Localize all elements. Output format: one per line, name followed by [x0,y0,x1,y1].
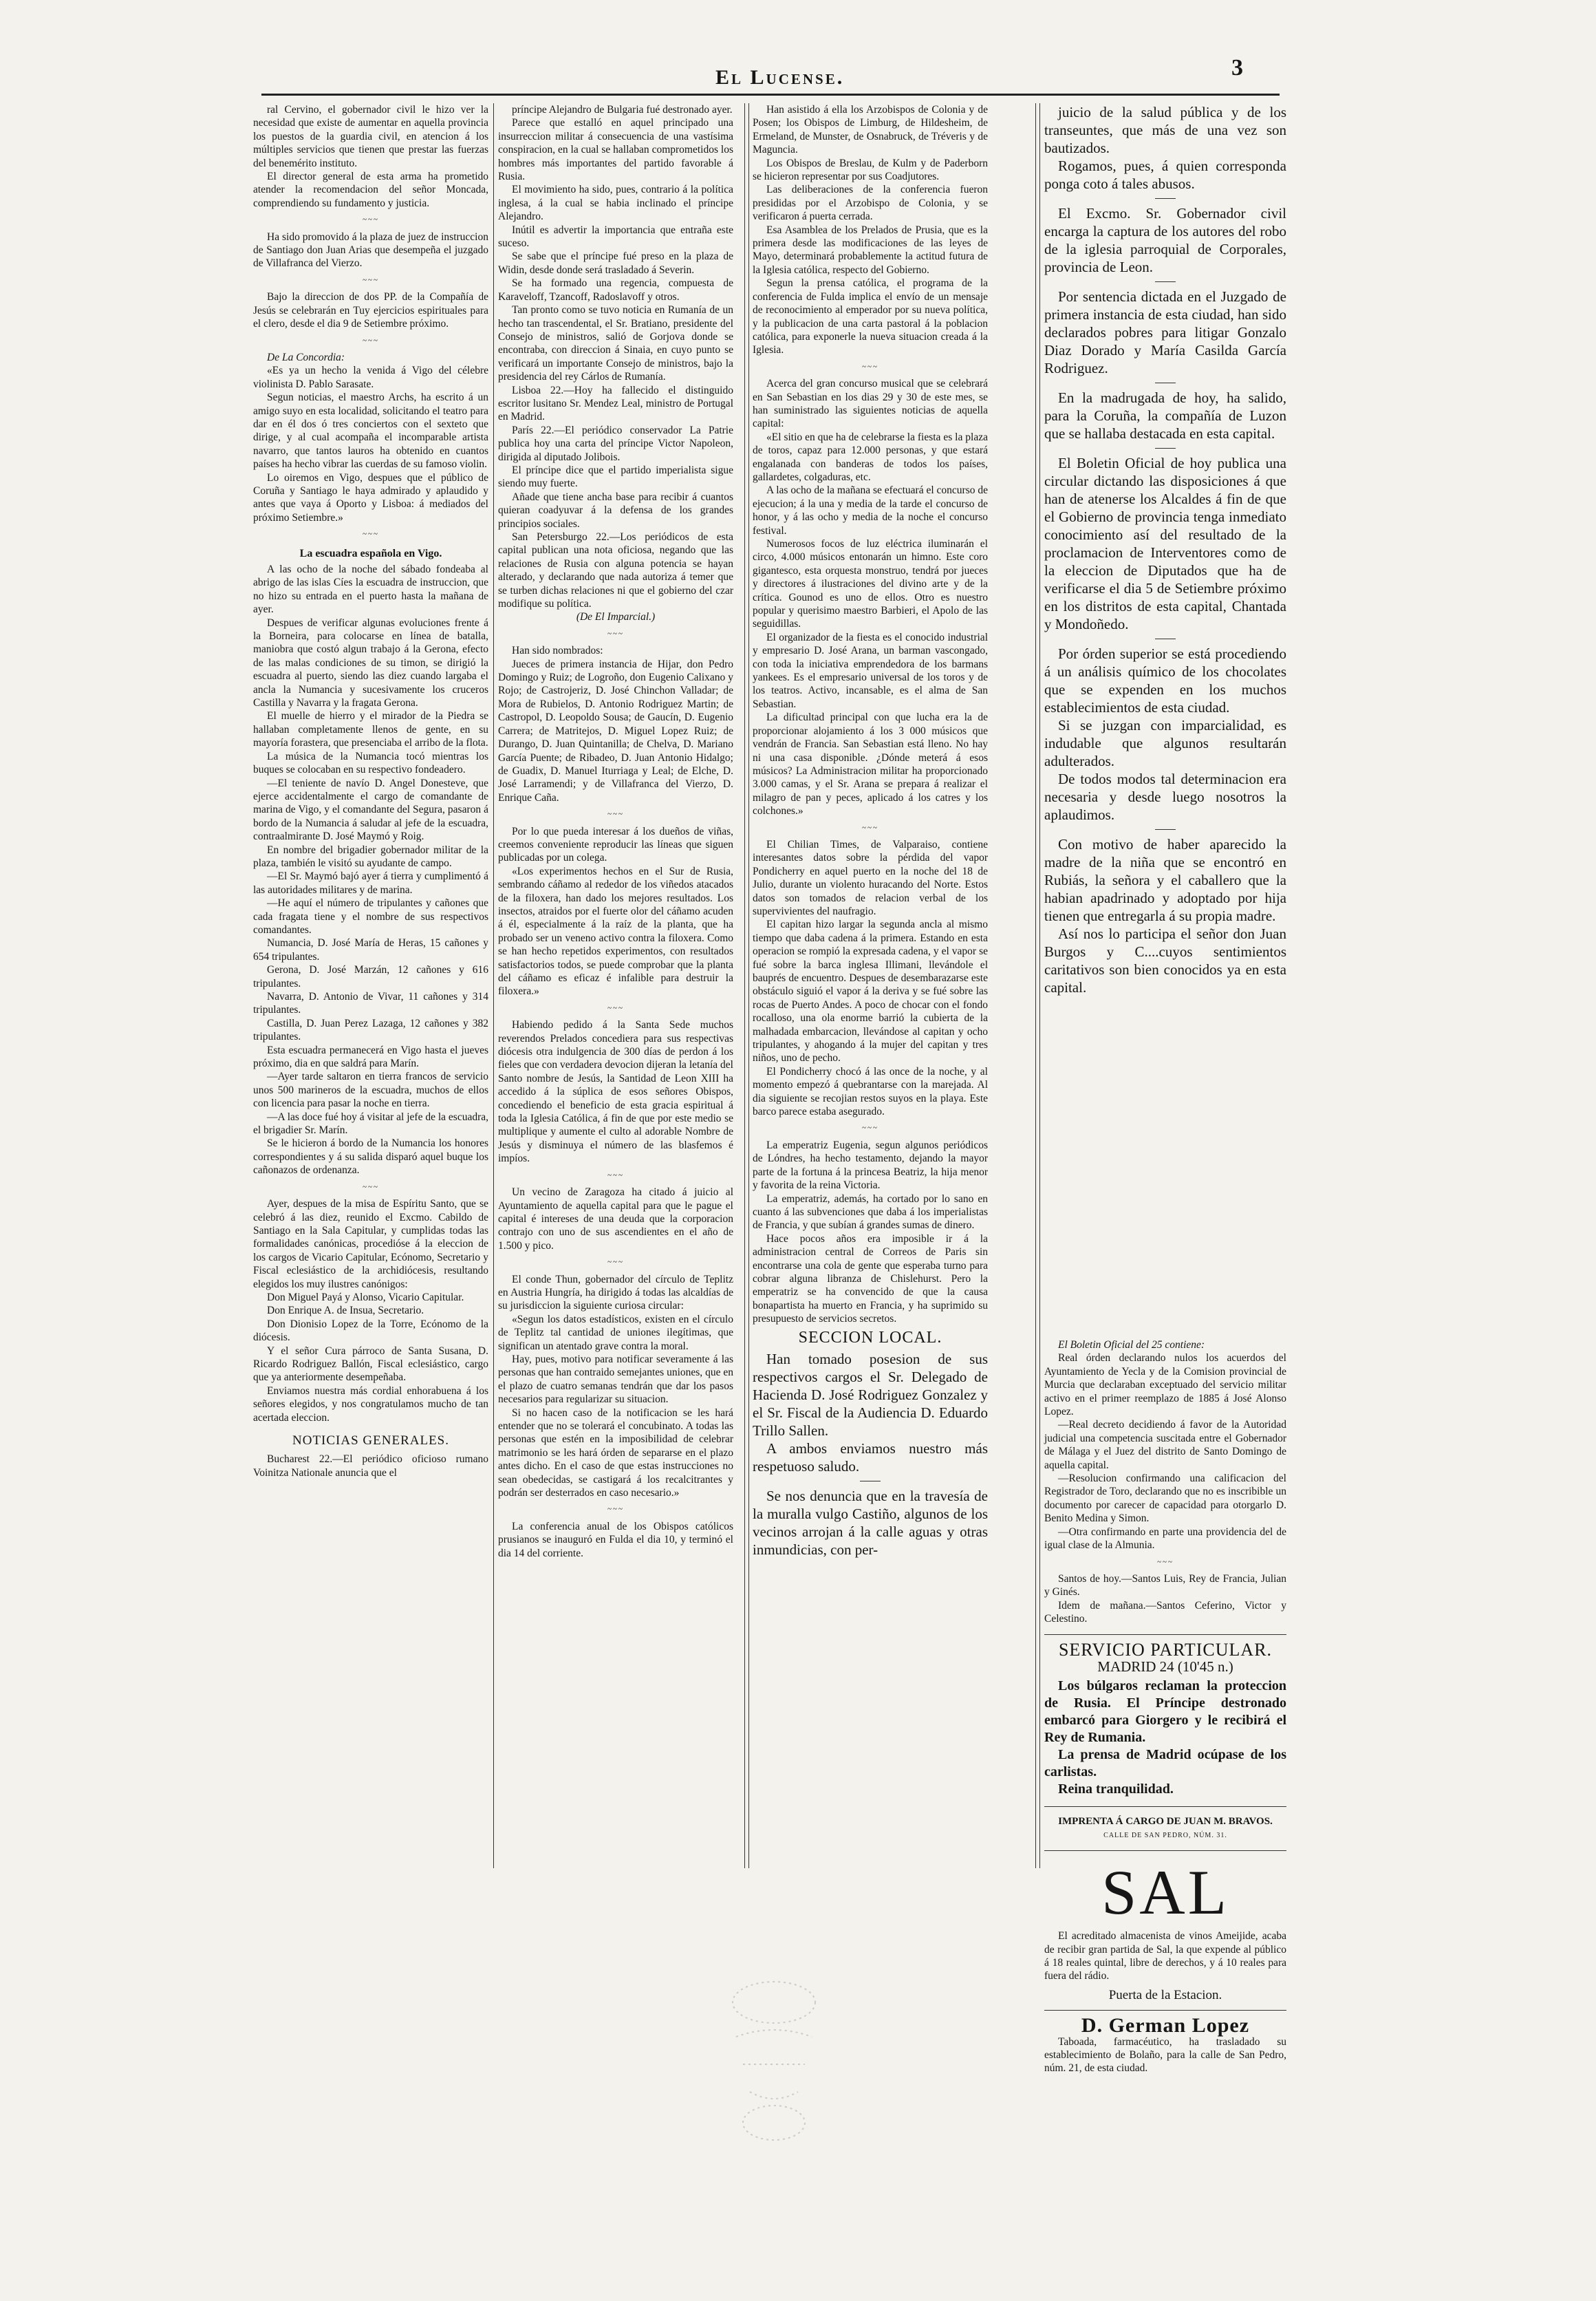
column-4-lower [1044,1338,1286,2075]
paragraph: Don Dionisio Lopez de la Torre, Ecónomo de la diócesis. [253,1318,488,1344]
paragraph: Jueces de primera instancia de Hijar, don Pedro Domingo y Ruiz; de Logroño, don Eugenio Calixano y Rojo; de Castrojeriz, D. José Chinchon Valladar; de Mora de Rubielos, D. Antonio Rodriguez Martin; de Castropol, D. Leopoldo Sousa; de Gaucín, D. Eugenio Carrera; de Matritejos, D. Miguel Lopez Ruiz; de Durango, D. Juan Quintanilla; de Chelva, D. Mariano García Puente; de Ribadeo, D. Juan Antonio Hidalgo; de Guadix, D. Manuel Iturriaga y Leal; de Elche, D. José Larramendi; y de Villafranca del Vierzo, D. Enrique Caña. [498,658,733,804]
short-rule [1155,448,1176,449]
paragraph: Acerca del gran concurso musical que se celebrará en San Sebastian en los dias 29 y 30 de este mes, se han suministrado las siguientes noticias de aquella capital: [753,378,988,430]
paragraph: Si no hacen caso de la notificacion se les hará entender que no se tolerará el concubinato. A todas las personas que estén en la imposibilidad de celebrar matrimonio se les hará órden de separarse en el plazo antes dicho. En el caso de que estas instrucciones no sean obedecidas, se castigará á los recalcitrantes y podrán ser desterrados en caso necesario.» [498,1406,733,1499]
paragraph: príncipe Alejandro de Bulgaria fué destronado ayer. [512,104,733,116]
paragraph: Despues de verificar algunas evoluciones frente á la Borneira, para colocarse en línea de batalla, maniobra que costó algun trabajo á la Gerona, efecto de las malas condiciones de su timon, se dirigió la escuadra al puerto, siendo las diez cuando largaba el ancla la Numancia y sucesivamente los cruceros Castilla y Navarra y la fragata Gerona. [253,617,488,709]
divider [1044,1634,1286,1635]
paragraph: Se nos denuncia que en la travesía de la muralla vulgo Castiño, algunos de los vecinos arrojan á la calle aguas y otras inmundicias, con per- [753,1487,988,1558]
paragraph: Navarra, D. Antonio de Vivar, 11 cañones y 314 tripulantes. [253,991,488,1016]
paragraph: Don Miguel Payá y Alonso, Vicario Capitular. [267,1291,464,1303]
header-rule [261,94,1280,96]
paragraph: Los Obispos de Breslau, de Kulm y de Paderborn se hicieron representar por sus Coadjutores. [753,157,988,183]
paragraph: Real órden declarando nulos los acuerdos del Ayuntamiento de Yecla y de la Comision provincial de Murcia que declaraban exceptuado del servicio militar activo en el primer reemplazo de 1885 á José Alonso Lopez. [1044,1352,1286,1418]
paragraph: Las deliberaciones de la conferencia fueron presididas por el Arzobispo de Colonia, y se verificaron á puerta cerrada. [753,184,988,223]
german-lopez-title: D. German Lopez [1081,2014,1250,2037]
local-section-body [753,1350,988,1559]
separator-ornament: ~~~ [607,1258,624,1267]
separator-ornament: ~~~ [607,1003,624,1012]
paragraph: Por órden superior se está procediendo á un análisis químico de los chocolates que se expenden en los muchos establecimientos de esta ciudad. [1044,645,1286,716]
paragraph: Hace pocos años era imposible ir á la administracion central de Correos de Paris sin encontrarse una cola de gente que esperaba turno para cobrar alguna libranza de Chislehurst. Pero la emperatriz se ha convencido de que la causa bonapartista ha muerto en Francia, y ha suprimido su presupuesto de servicios secretos. [753,1232,988,1325]
paragraph: El príncipe dice que el partido imperialista sigue siendo muy fuerte. [498,464,733,490]
paragraph: Bucharest 22.—El periódico oficioso rumano Voinitza Nationale anuncia que el [253,1453,488,1479]
paragraph: El organizador de la fiesta es el conocido industrial y empresario D. José Arana, un barman vascongado, con toda la iniciativa emprendedora de los barmans yankees. Es el empresario universal de los toros y de los teatros. Activo, incansable, es el alma de San Sebastian. [753,631,988,710]
paragraph: Numancia, D. José María de Heras, 15 cañones y 654 tripulantes. [253,937,488,963]
german-lopez-text: Taboada, farmacéutico, ha trasladado su establecimiento de Bolaño, para la calle de San Pedro, núm. 21, de esta ciudad. [1044,2035,1286,2075]
paragraph: Inútil es advertir la importancia que entraña este suceso. [498,224,733,250]
paragraph: De todos modos tal determinacion era necesaria y desde luego nosotros la aplaudimos. [1044,771,1286,823]
separator-ornament: ~~~ [363,530,379,539]
paragraph: Gerona, D. José Marzán, 12 cañones y 616 tripulantes. [253,964,488,989]
heading-servicio-particular: SERVICIO PARTICULAR. [1058,1639,1273,1660]
paragraph: —El Sr. Maymó bajó ayer á tierra y cumplimentó á las autoridades militares y de marina. [253,870,488,896]
paragraph: —El teniente de navío D. Angel Donesteve, que ejerce accidentalmente el cargo de comandante de marina de Vigo, y el comandante del Segura, pasaron á bordo de la Numancia á saludar al jefe de la escuadra, contraalmirante D. José Maymó y Roig. [253,777,488,843]
imprint-address: CALLE DE SAN PEDRO, NÚM. 31. [1103,1831,1227,1839]
paragraph: El Excmo. Sr. Gobernador civil encarga la captura de los autores del robo de la iglesia parroquial de Corporales, provincia de Leon. [1044,205,1286,275]
paragraph: El Boletin Oficial de hoy publica una circular dictando las disposiciones á que han de atenerse los Alcaldes á fin de que el Gobierno de provincia tenga inmediato conocimiento así del resultado de la proclamacion de Interventores como de la eleccion de Diputados que ha de verificarse el dia 5 de Setiembre próximo en los distritos de esta capital, Chantada y Mondoñedo. [1044,455,1286,632]
masthead: El Lucense. [715,66,845,89]
paragraph: Han asistido á ella los Arzobispos de Colonia y de Posen; los Obispos de Limburg, de Hildesheim, de Ermeland, de Munster, de Osnabruck, de Tréveris y de Maguncia. [753,104,988,156]
paragraph: Numerosos focos de luz eléctrica iluminarán el circo, 4.000 músicos entonarán un himno. Este coro gigantesco, esta orquesta monstruo, tendrá por jueces y directores á ilustraciones del divino arte y de la crítica. Gounod es uno de ellos. Otro es nuestro popular y querisimo maestro Barbieri, el Apolo de las seguidillas. [753,538,988,630]
telegram-text: Reina tranquilidad. [1058,1781,1174,1797]
paragraph: Un vecino de Zaragoza ha citado á juicio al Ayuntamiento de aquella capital para que le pague el capital é intereses de una deuda que la corporacion contrajo con uno de sus ascendientes en el año de 1.500 y pico. [498,1186,733,1252]
separator-ornament: ~~~ [862,823,878,832]
paragraph: El director general de esta arma ha prometido atender la recomendacion del señor Moncada, comprendiendo su fundamento y justicia. [253,171,488,209]
paragraph: —Otra confirmando en parte una providencia del de igual clase de la Almunia. [1044,1526,1286,1552]
sal-advertisement-text: El acreditado almacenista de vinos Ameijide, acaba de recibir gran partida de Sal, la que expende al público á 18 reales quintal, libre de derechos, y á 10 reales para fuera del rádio. [1044,1930,1286,1982]
paragraph: La conferencia anual de los Obispos católicos prusianos se inauguró en Fulda el dia 10, y terminó el dia 14 del corriente. [498,1520,733,1559]
paragraph: En nombre del brigadier gobernador militar de la plaza, también le visitó su ayudante de campo. [253,844,488,869]
paragraph: Tan pronto como se tuvo noticia en Rumanía de un hecho tan trascendental, el Sr. Bratiano, presidente del Consejo de ministros, salió de Gorjova donde se encontraba, con direccion á Sinaia, en cuyo punto se verificará un importante Consejo de ministros, bajo la presidencia del rey Cárlos de Rumanía. [498,304,733,383]
paragraph: A las ocho de la noche del sábado fondeaba al abrigo de las islas Cíes la escuadra de instruccion, que no hizo su entrada en el puerto hasta la mañana de ayer. [253,564,488,616]
faint-stamp-mark [715,1968,832,2147]
heading-escuadra: La escuadra española en Vigo. [299,547,442,559]
paragraph: El muelle de hierro y el mirador de la Piedra se hallaban completamente llenos de gente, en su mayoría forastera, que presenciaba el arribo de la flota. [253,710,488,749]
paragraph: Por sentencia dictada en el Juzgado de primera instancia de esta ciudad, han sido declarados pobres para litigar Gonzalo Diaz Dorado y María Casilda García Rodriguez. [1044,288,1286,376]
paragraph: El capitan hizo largar la segunda ancla al mismo tiempo que daba cadena á la primera. Estando en esta operacion se rompió la expresada cadena, y el vapor se fué sobre la barca inglesa Illimani, llevándole el bauprés de encuentro. Despues de desembarazarse este obstáculo siguió el vapor á la deriva y se fué sobre las rocas de Puerto Andes. A poco de chocar con el fondo rocalloso, una ola enorme barrió la cubierta de la malhadada embarcacion, llevándose al capitan y ocho tripulantes, y ahogando á la mujer del capitan y tres niños, uno de pecho. [753,919,988,1064]
separator-ornament: ~~~ [1157,1557,1174,1566]
separator-ornament: ~~~ [363,275,379,284]
paragraph: —Real decreto decidiendo á favor de la Autoridad judicial una competencia suscitada entre el Gobernador de Málaga y el Juez del distrito de Santo Domingo de aquella capital. [1044,1419,1286,1471]
paragraph: Enviamos nuestra más cordial enhorabuena á los señores elegidos, y nos congratulamos mucho de tan acertada eleccion. [253,1384,488,1424]
sal-advertisement-title: SAL [1101,1857,1229,1928]
column-divider [1035,103,1040,1868]
source-line: De La Concordia: [267,351,345,363]
paragraph: Segun noticias, el maestro Archs, ha escrito á un amigo suyo en esta localidad, solicitando el teatro para dar en él dos ó tres conciertos con el sexteto que dirige, y al cual acompaña el incomparable artista navarro, que tantos lauros ha obtenido en cuantos países ha hecho vibrar las cuerdas de su famoso violin. [253,392,488,471]
divider [1044,1850,1286,1851]
paragraph: La dificultad principal con que lucha era la de proporcionar alojamiento á los 3 000 músicos que vendrán de Francia. San Sebastian está lleno. No hay ni una casa disponible. ¿Dónde meterá á esos músicos? La Administracion militar ha proporcionado 3.000 camas, y el Sr. Arana se prepara á realizar el milagro de pan y peces, aplicado á los catres y los colchones.» [753,711,988,817]
paragraph: En la madrugada de hoy, ha salido, para la Coruña, la compañía de Luzon que se hallaba destacada en esta capital. [1044,389,1286,442]
paragraph: La emperatriz Eugenia, segun algunos periódicos de Lóndres, ha hecho testamento, dejando la mayor parte de la fortuna á la princesa Beatriz, la hija menor y favorita de la reina Victoria. [753,1139,988,1192]
paragraph: —A las doce fué hoy á visitar al jefe de la escuadra, el brigadier Sr. Marín. [253,1111,488,1137]
paragraph: Han tomado posesion de sus respectivos cargos el Sr. Delegado de Hacienda D. José Rodriguez Gonzalez y el Sr. Fiscal de la Audiencia D. Eduardo Trillo Sallen. [753,1350,988,1439]
paragraph: San Petersburgo 22.—Los periódicos de esta capital publican una nota oficiosa, negando que las relaciones de Rusia con alguna potencia se hayan alterado, y declarando que nada autoriza á temer que se turben dichas relaciones ni que el gobierno del czar modifique su política. [498,531,733,610]
paragraph: Ayer, despues de la misa de Espíritu Santo, que se celebró á las diez, reunido el Excmo. Cabildo de Santiago en la Sala Capitular, y cumplidas todas las formalidades canónicas, procedióse á la eleccion de los cargos de Vicario Capitular, Ecónomo, Secretario y Fiscal eclesiástico de la archidiócesis, resultando elegidos los muy ilustres canónigos: [253,1198,488,1290]
divider [1044,1806,1286,1807]
paragraph: Se le hicieron á bordo de la Numancia los honores correspondientes y á su salida disparó aquel buque los cañonazos de ordenanza. [253,1137,488,1177]
paragraph: A ambos enviamos nuestro más respetuoso saludo. [753,1440,988,1475]
column-2 [498,103,733,1872]
paragraph: Así nos lo participa el señor don Juan Burgos y C....cuyos sentimientos caritativos son bien conocidos ya en esta capital. [1044,925,1286,996]
column-1 [253,103,488,1872]
paragraph: —Resolucion confirmando una calificacion del Registrador de Toro, declarando que no es inscribible un documento por carecer de capacidad para otorgarlo D. Benito Medina y Simon. [1044,1473,1286,1525]
paragraph: Castilla, D. Juan Perez Lazaga, 12 cañones y 382 tripulantes. [253,1017,488,1043]
paragraph: El movimiento ha sido, pues, contrario á la política inglesa, á la cual se habia inclinado el príncipe Alejandro. [498,184,733,223]
paragraph: Han sido nombrados: [512,645,603,657]
paragraph: «Segun los datos estadísticos, existen en el círculo de Teplitz tal cantidad de uniones ilegítimas, que significan un atentado grave contra la moral. [498,1313,733,1352]
paragraph: El conde Thun, gobernador del círculo de Teplitz en Austria Hungría, ha dirigido á todas las alcaldías de su jurisdiccion la siguiente curiosa circular: [498,1273,733,1312]
paragraph: Lisboa 22.—Hoy ha fallecido el distinguido escritor lusitano Sr. Mendez Leal, ministro de Portugal en Madrid. [498,384,733,423]
paragraph: Don Enrique A. de Insua, Secretario. [267,1305,424,1317]
column-divider [493,103,494,1868]
paragraph: Lo oiremos en Vigo, despues que el público de Coruña y Santiago le haya admirado y aplaudido y antes que vaya á Oporto y Lisboa: á mediados del próximo Setiembre.» [253,471,488,524]
paragraph: Habiendo pedido á la Santa Sede muchos reverendos Prelados concediera para sus respectivas diócesis otra indulgencia de 300 días de perdon á los fieles que con verdadera devocion dijeran la letanía del Santo nombre de Jesús, la Santidad de Leon XIII ha accedido á la súplica de esos señores Obispos, concediendo el beneficio de esta gracia espiritual á toda la Iglesia Católica, á fin de que por este medio se multiplique y aumente el culto al adorable Nombre de Jesús y disminuya el número de las blasfemos é impíos. [498,1019,733,1165]
separator-ornament: ~~~ [862,362,878,371]
paragraph: «Los experimentos hechos en el Sur de Rusia, sembrando cáñamo al rededor de los viñedos atacados de la filoxera, han dado los mejores resultados. Los insectos, atraidos por el fuerte olor del cáñamo acuden á él, especialmente á la raíz de la planta, que ha probado ser un veneno activo contra la filoxera. Como se han hecho repetidos experimentos, con resultados satisfactorios todos, se puede comprobar que la planta del cáñamo es eficaz é infalible para destruir la filoxera.» [498,865,733,998]
paragraph: Hay, pues, motivo para notificar severamente á las personas que han contraido semejantes uniones, que en el plazo de cuatro semanas tendrán que dar los pasos necesarios para regularizar su situacion. [498,1353,733,1406]
separator-ornament: ~~~ [607,1170,624,1179]
heading-noticias-generales: NOTICIAS GENERALES. [292,1433,449,1448]
telegram-body [1044,1678,1286,1798]
paragraph: Parece que estalló en aquel principado una insurreccion militar á consecuencia de una vastísima conspiracion, en la cual se hallaban comprometidos los hombres más importantes del partido favorable á Rusia. [498,117,733,183]
santos-de-manana: Idem de mañana.—Santos Ceferino, Victor y Celestino. [1044,1599,1286,1625]
paragraph: Se ha formado una regencia, compuesta de Karaveloff, Tzancoff, Radoslavoff y otros. [498,277,733,303]
separator-ornament: ~~~ [363,215,379,224]
paragraph: Añade que tiene ancha base para recibir á cuantos quieran coadyuvar á la defensa de los grandes principios sociales. [498,491,733,530]
source-line: (De El Imparcial.) [576,611,656,623]
paragraph: El Pondicherry chocó á las once de la noche, y al momento empezó á quebrantarse con la marejada. Al dia siguiente se recojian restos suyos en la playa. Este barco parece estaba asegurado. [753,1065,988,1118]
column-4 [1044,103,1286,1335]
paragraph: Esta escuadra permanecerá en Vigo hasta el jueves próximo, dia en que saldrá para Marín. [253,1044,488,1070]
paragraph: A las ocho de la mañana se efectuará el concurso de ejecucion; á la una y media de la tarde el concurso de honor, y á las ocho y media de la noche el concurso festival. [753,484,988,537]
separator-ornament: ~~~ [862,1124,878,1133]
separator-ornament: ~~~ [363,336,379,345]
paragraph: —Ayer tarde saltaron en tierra francos de servicio unos 500 marineros de la escuadra, muchos de ellos con licencia para pasar la noche en tierra. [253,1071,488,1110]
telegram-text: La prensa de Madrid ocúpase de los carlistas. [1044,1747,1286,1780]
column-3 [753,103,988,1872]
paragraph: —He aquí el número de tripulantes y cañones que cada fragata tiene y el nombre de sus respectivos comandantes. [253,897,488,936]
paragraph: «El sitio en que ha de celebrarse la fiesta es la plaza de toros, capaz para 12.000 personas, y que estará engalanada con banderas de todos los países, gallardetes, colgaduras, etc. [753,431,988,483]
paragraph: Bajo la direccion de dos PP. de la Compañía de Jesús se celebrarán en Tuy ejercicios espirituales para el clero, desde el dia 9 de Setiembre próximo. [253,291,488,330]
paragraph: Y el señor Cura párroco de Santa Susana, D. Ricardo Rodriguez Ballón, Fiscal eclesiástico, cargo que ya anteriormente desempeñaba. [253,1345,488,1384]
paragraph: La música de la Numancia tocó mientras los buques se colocaban en su respectivo fondeadero. [253,750,488,776]
telegram-dateline: MADRID 24 (10'45 n.) [1097,1658,1233,1675]
separator-ornament: ~~~ [607,629,624,638]
short-rule [1155,198,1176,199]
sal-location: Puerta de la Estacion. [1108,1987,1222,2002]
separator-ornament: ~~~ [607,1505,624,1514]
short-rule [1155,829,1176,830]
divider [1044,2010,1286,2011]
column-divider [744,103,749,1868]
paragraph: Segun la prensa católica, el programa de la conferencia de Fulda implica el envío de un mensaje de reconocimiento al emperador por su nueva política, y la publicacion de una carta pastoral á la poblacion católica, para exponerle la nueva situacion creada á la Iglesia. [753,277,988,356]
santos-de-hoy: Santos de hoy.—Santos Luis, Rey de Francia, Julian y Ginés. [1044,1572,1286,1598]
paragraph: Se sabe que el príncipe fué preso en la plaza de Widin, desde donde será trasladado á Severin. [498,250,733,276]
separator-ornament: ~~~ [363,1182,379,1191]
short-rule [1155,281,1176,282]
paragraph: ral Cervino, el gobernador civil le hizo ver la necesidad que existe de aumentar en aquella provincia los puestos de la guardia civil, en atencion á los múltiples servicios que tienen que prestar las fuerzas del benemérito instituto. [253,104,488,169]
separator-ornament: ~~~ [607,810,624,819]
paragraph: París 22.—El periódico conservador La Patrie publica hoy una carta del príncipe Victor Napoleon, dirigida al diputado Jolibois. [498,424,733,463]
paragraph: Por lo que pueda interesar á los dueños de viñas, creemos conveniente reproducir las líneas que siguen publicadas por un colega. [498,825,733,864]
paragraph: El Boletin Oficial del 25 contiene: [1058,1339,1205,1351]
page-number: 3 [1231,55,1243,81]
telegram-text: Los búlgaros reclaman la proteccion de Rusia. El Príncipe destronado embarcó para Giorgero y le recibirá el Rey de Rumania. [1044,1678,1286,1746]
paragraph: El Chilian Times, de Valparaiso, contiene interesantes datos sobre la pérdida del vapor Pondicherry en aquel puerto en la noche del 18 de Julio, durante un violento huracando del Norte. Estos datos son tomados de relacion verbal de los supervivientes del naufragio. [753,838,988,917]
paragraph: Rogamos, pues, á quien corresponda ponga coto á tales abusos. [1044,158,1286,192]
paragraph: Ha sido promovido á la plaza de juez de instruccion de Santiago don Juan Arias que desempeña el juzgado de Villafranca del Vierzo. [253,231,488,270]
paragraph: La emperatriz, además, ha cortado por lo sano en cuanto á las subvenciones que daba á los imperialistas de Francia, y que subían á grandes sumas de dinero. [753,1192,988,1232]
paragraph: juicio de la salud pública y de los transeuntes, que más de una vez son bautizados. [1044,104,1286,156]
paragraph: «Es ya un hecho la venida á Vigo del célebre violinista D. Pablo Sarasate. [253,365,488,390]
paragraph: Si se juzgan con imparcialidad, es indudable que algunos resultarán adulterados. [1044,717,1286,769]
paragraph: Con motivo de haber aparecido la madre de la niña que se encontró en Rubiás, la señora y el caballero que la habian apadrinado y adoptado por hija tienen que entregarla á su propia madre. [1044,836,1286,924]
heading-seccion-local: SECCION LOCAL. [798,1328,942,1347]
imprint-line: IMPRENTA Á CARGO DE JUAN M. BRAVOS. [1058,1816,1273,1828]
paragraph: Esa Asamblea de los Prelados de Prusia, que es la primera desde las modificaciones de las leyes de Mayo, determinará probablemente la actitud futura de la Iglesia católica, respecto del Gobierno. [753,224,988,276]
